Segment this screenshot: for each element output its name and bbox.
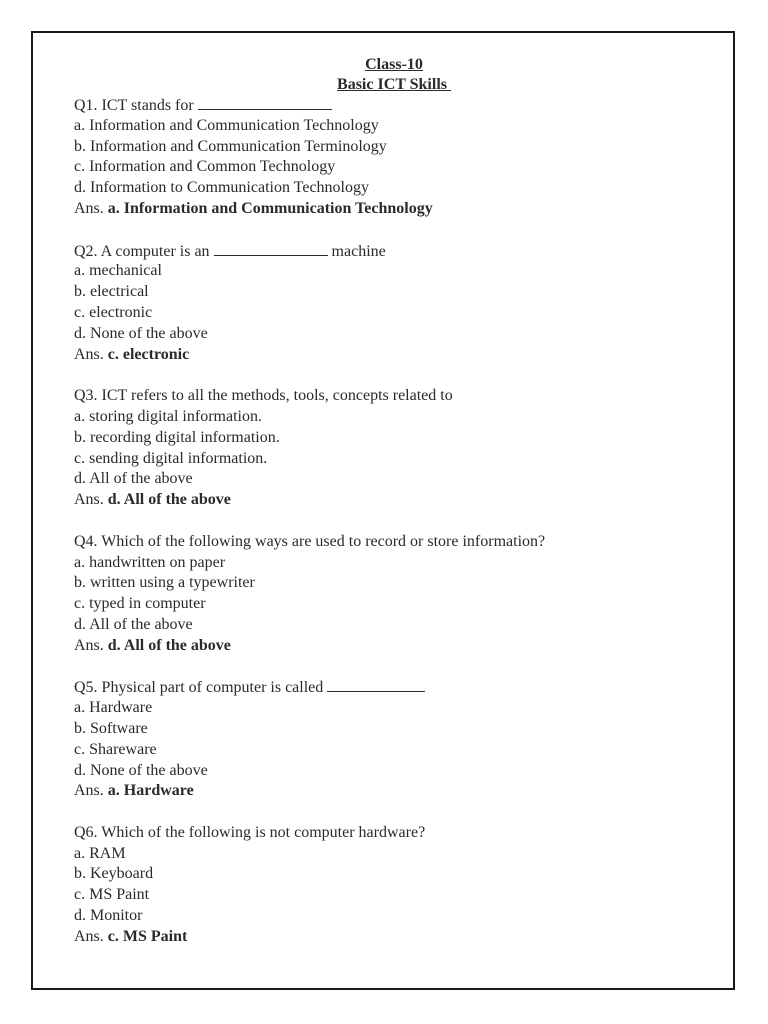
answer-blank (198, 95, 332, 110)
option-d: d. Information to Communication Technology (74, 179, 369, 197)
answer-line: Ans. d. All of the above (74, 636, 231, 654)
option-d: d. None of the above (74, 761, 208, 779)
answer-line: Ans. a. Hardware (74, 782, 194, 800)
answer-line: Ans. a. Information and Communication Technology (74, 199, 433, 217)
question-text: Q1. ICT stands for (74, 95, 714, 116)
worksheet-content (74, 55, 714, 948)
question-text: Q6. Which of the following is not computer hardware? (74, 823, 426, 841)
option-d: d. All of the above (74, 470, 193, 488)
answer-line: Ans. c. MS Paint (74, 927, 188, 945)
class-heading: Class-10 (365, 56, 423, 73)
option-d: d. Monitor (74, 907, 143, 925)
answer-value: c. MS Paint (107, 927, 188, 945)
question-block-5 (74, 677, 714, 802)
option-a: a. Information and Communication Technology (74, 116, 379, 134)
option-a: a. Hardware (74, 699, 153, 717)
option-b: b. Information and Communication Terminology (74, 137, 387, 155)
question-block-3 (74, 386, 714, 511)
question-block-6 (74, 823, 714, 948)
subject-heading: Basic ICT Skills (337, 76, 451, 93)
answer-blank (327, 677, 425, 692)
option-c: c. MS Paint (74, 886, 150, 904)
question-block-1 (74, 95, 714, 220)
question-text: Q2. A computer is an machine (74, 242, 386, 260)
answer-value: a. Hardware (107, 782, 194, 800)
answer-blank (214, 241, 328, 256)
option-d: d. All of the above (74, 615, 193, 633)
option-c: c. electronic (74, 303, 153, 321)
option-c: c. typed in computer (74, 595, 206, 613)
answer-line: Ans. d. All of the above (74, 491, 231, 509)
option-b: b. Software (74, 719, 148, 737)
question-block-2 (74, 241, 714, 366)
option-b: b. Keyboard (74, 865, 154, 883)
question-block-4 (74, 532, 714, 657)
answer-value: d. All of the above (107, 491, 231, 509)
question-text: Q3. ICT refers to all the methods, tools, concepts related to (74, 387, 453, 405)
answer-value: d. All of the above (107, 636, 231, 654)
question-text: Q4. Which of the following ways are used to record or store information? (74, 532, 546, 550)
answer-value: a. Information and Communication Technology (107, 199, 433, 217)
option-a: a. RAM (74, 844, 126, 862)
option-b: b. electrical (74, 283, 149, 301)
option-a: a. handwritten on paper (74, 553, 226, 571)
question-text: Q5. Physical part of computer is called (74, 677, 714, 698)
answer-line: Ans. c. electronic (74, 345, 190, 363)
option-c: c. Information and Common Technology (74, 158, 336, 176)
option-b: b. recording digital information. (74, 428, 280, 446)
option-a: a. mechanical (74, 262, 162, 280)
option-d: d. None of the above (74, 324, 208, 342)
option-c: c. Shareware (74, 740, 157, 758)
option-a: a. storing digital information. (74, 407, 262, 425)
option-b: b. written using a typewriter (74, 574, 255, 592)
option-c: c. sending digital information. (74, 449, 268, 467)
answer-value: c. electronic (107, 345, 190, 363)
